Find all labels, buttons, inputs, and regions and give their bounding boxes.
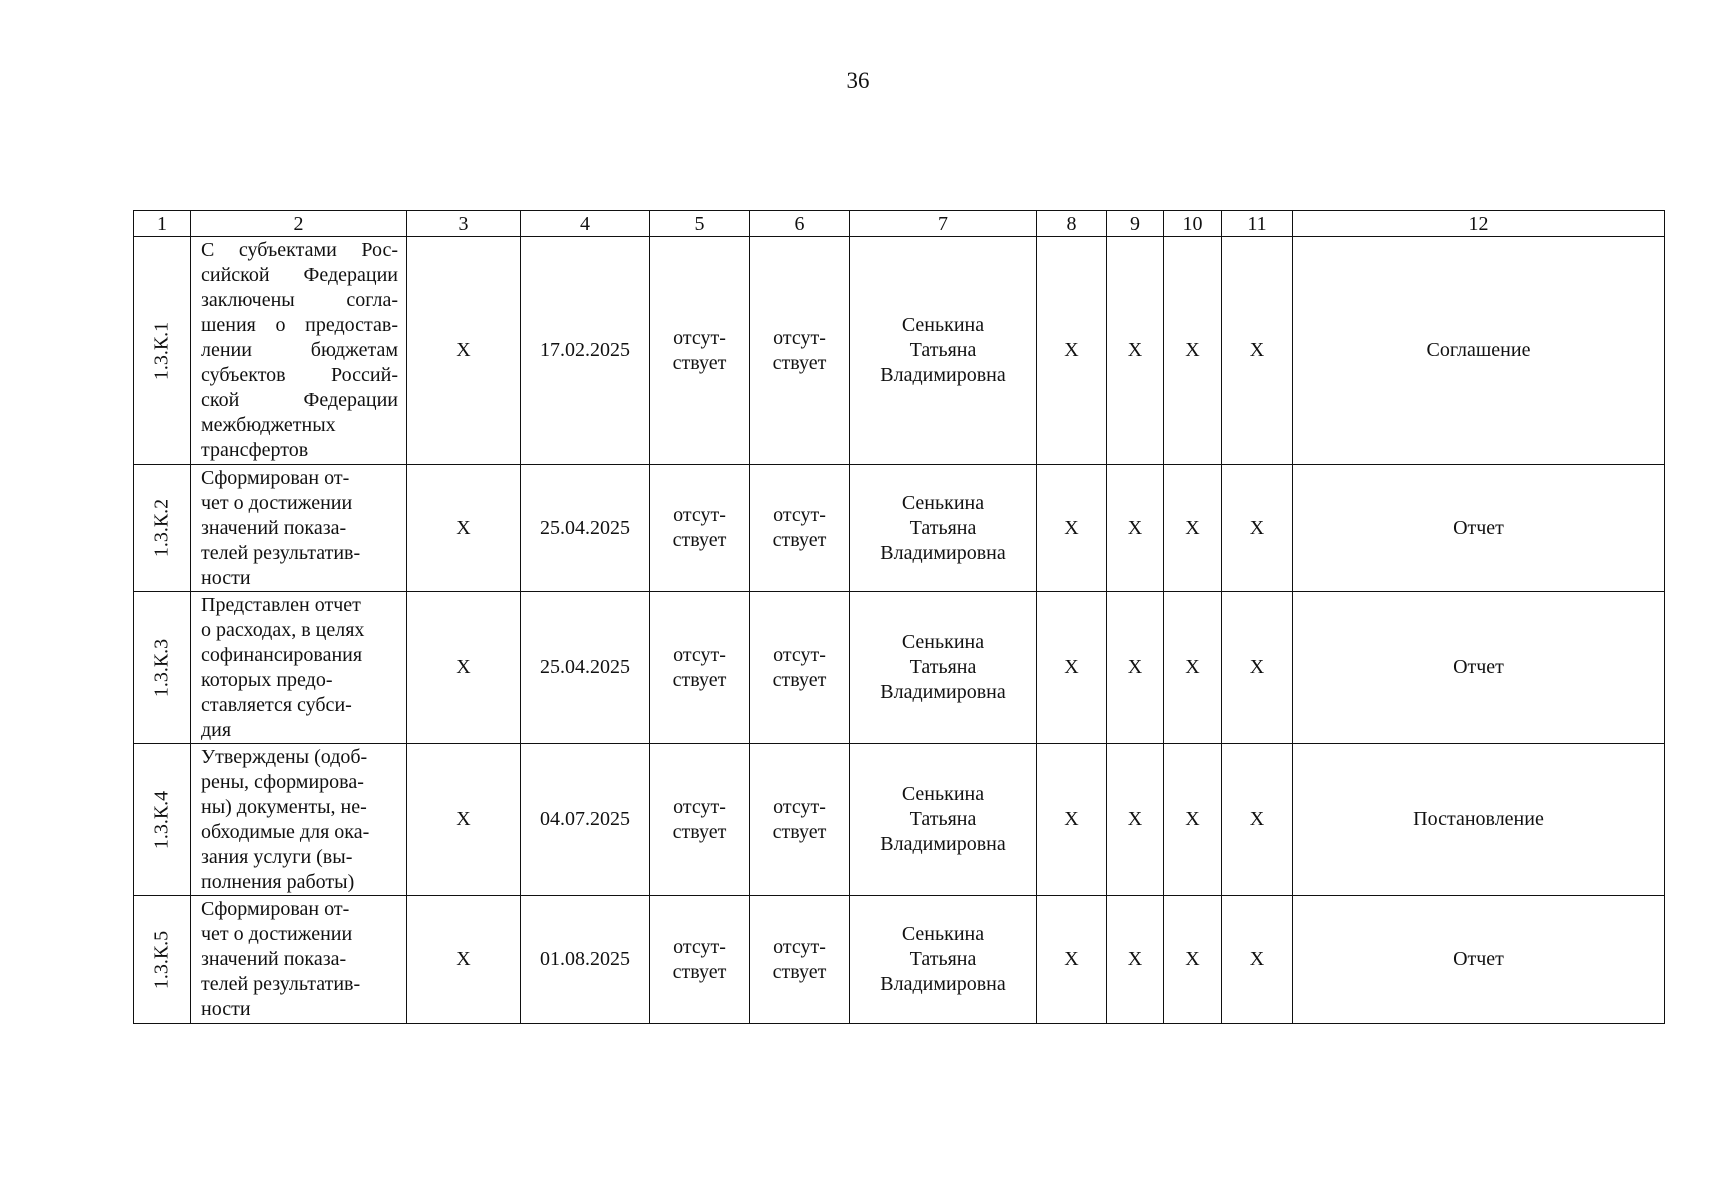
row-col10: Х [1164, 592, 1222, 744]
row-col5-line: ствует [672, 820, 727, 843]
table-row [134, 592, 1665, 744]
row-code: 1.3.К.1 [150, 321, 173, 380]
row-name-line: которых предо- [201, 668, 333, 691]
row-doc-type: Постановление [1293, 744, 1665, 896]
row-col5-line: ствует [672, 351, 727, 374]
row-name-line: рены, сформирова- [201, 770, 364, 793]
row-code-cell [134, 592, 191, 744]
row-code: 1.3.К.2 [150, 498, 173, 558]
row-responsible-line: Татьяна [909, 656, 977, 678]
header-cell: 3 [407, 211, 521, 237]
row-col10: Х [1164, 237, 1222, 465]
row-col9: Х [1107, 465, 1164, 592]
row-col11: Х [1222, 896, 1293, 1024]
row-doc-type: Соглашение [1293, 237, 1665, 465]
row-col6-line: ствует [772, 351, 827, 374]
row-name-line: С субъектами Рос- [201, 239, 398, 261]
plan-table [133, 210, 1665, 1024]
row-responsible-line: Владимировна [880, 681, 1006, 703]
row-name-cell [191, 237, 407, 465]
row-col6-line: ствует [772, 820, 827, 843]
row-name-line: чет о достижении [201, 923, 353, 945]
row-col5-line: отсут- [673, 935, 726, 958]
row-col6 [750, 896, 850, 1024]
row-col3: Х [407, 744, 521, 896]
row-col5 [650, 744, 750, 896]
row-name-cell [191, 896, 407, 1024]
header-cell: 5 [650, 211, 750, 237]
row-col10: Х [1164, 465, 1222, 592]
row-col5-line: отсут- [673, 643, 726, 666]
row-responsible-line: Сенькина [901, 491, 985, 514]
row-col3: Х [407, 896, 521, 1024]
row-name-line: Сформирован от- [201, 898, 350, 920]
row-col3: Х [407, 592, 521, 744]
row-name-cell [191, 744, 407, 896]
row-name-line: о расходах, в целях [201, 618, 365, 641]
row-name-line: ности [201, 998, 251, 1020]
row-code-cell [134, 744, 191, 896]
row-name-cell [191, 592, 407, 744]
row-col5-line: отсут- [673, 326, 726, 349]
row-name-line: Сформирован от- [201, 466, 350, 489]
row-col11: Х [1222, 465, 1293, 592]
row-responsible-line: Владимировна [880, 973, 1006, 995]
table-row [134, 744, 1665, 896]
row-col6-line: ствует [772, 668, 827, 691]
table-row [134, 896, 1665, 1024]
row-doc-type: Отчет [1293, 896, 1665, 1024]
row-name-line: лении бюджетам [201, 339, 398, 361]
header-cell: 1 [134, 211, 191, 237]
row-col5-line: ствует [672, 668, 727, 691]
row-name-line: телей результатив- [201, 973, 361, 995]
row-col9: Х [1107, 237, 1164, 465]
row-col11: Х [1222, 237, 1293, 465]
row-name-line: субъектов Россий- [201, 364, 398, 386]
row-col6-line: отсут- [773, 795, 826, 818]
row-name-line: полнения работы) [201, 870, 355, 893]
header-cell: 2 [191, 211, 407, 237]
header-cell: 4 [521, 211, 650, 237]
row-col6-line: ствует [772, 960, 827, 983]
row-col9: Х [1107, 592, 1164, 744]
row-col5 [650, 896, 750, 1024]
row-responsible-line: Владимировна [880, 364, 1006, 386]
row-date: 25.04.2025 [521, 592, 650, 744]
row-col6 [750, 237, 850, 465]
row-date: 25.04.2025 [521, 465, 650, 592]
header-cell: 10 [1164, 211, 1222, 237]
row-code: 1.3.К.3 [150, 638, 173, 697]
header-row [134, 211, 1665, 237]
row-name-line: межбюджетных [201, 414, 336, 436]
row-name-cell [191, 465, 407, 592]
row-name-line: сийской Федерации [201, 264, 398, 286]
row-col11: Х [1222, 592, 1293, 744]
row-doc-type: Отчет [1293, 592, 1665, 744]
row-col8: Х [1037, 592, 1107, 744]
header-cell: 9 [1107, 211, 1164, 237]
row-col11: Х [1222, 744, 1293, 896]
row-code-cell [134, 237, 191, 465]
table-row [134, 237, 1665, 465]
page-number: 36 [846, 68, 870, 93]
row-name-line: дия [201, 718, 232, 741]
row-col9: Х [1107, 896, 1164, 1024]
row-col6 [750, 465, 850, 592]
row-name-line: шения о предостав- [201, 314, 398, 336]
row-responsible [850, 744, 1037, 896]
row-col8: Х [1037, 465, 1107, 592]
row-col8: Х [1037, 744, 1107, 896]
row-col5 [650, 465, 750, 592]
row-name-line: ской Федерации [201, 389, 398, 411]
row-responsible-line: Владимировна [880, 833, 1006, 855]
row-name-line: софинансирования [201, 643, 363, 666]
row-responsible-line: Татьяна [909, 808, 977, 830]
row-name-line: обходимые для ока- [201, 820, 370, 843]
row-col6 [750, 744, 850, 896]
row-col6-line: отсут- [773, 326, 826, 349]
row-name-line: трансфертов [201, 439, 309, 461]
row-doc-type: Отчет [1293, 465, 1665, 592]
header-cell: 8 [1037, 211, 1107, 237]
row-responsible-line: Татьяна [909, 339, 977, 361]
row-col5-line: отсут- [673, 795, 726, 818]
header-cell: 12 [1293, 211, 1665, 237]
row-col5-line: ствует [672, 960, 727, 983]
row-responsible [850, 237, 1037, 465]
table-row [134, 465, 1665, 592]
row-responsible-line: Сенькина [901, 783, 985, 805]
row-name-line: телей результатив- [201, 541, 361, 564]
row-col5-line: ствует [672, 529, 727, 551]
row-col10: Х [1164, 896, 1222, 1024]
row-code-cell [134, 896, 191, 1024]
row-responsible-line: Сенькина [901, 314, 985, 336]
row-name-line: заключены согла- [201, 289, 398, 311]
row-date: 17.02.2025 [521, 237, 650, 465]
header-cell: 7 [850, 211, 1037, 237]
row-responsible-line: Татьяна [909, 516, 977, 539]
row-col3: Х [407, 465, 521, 592]
row-col6-line: ствует [772, 529, 827, 551]
row-code-cell [134, 465, 191, 592]
row-col9: Х [1107, 744, 1164, 896]
row-name-line: зания услуги (вы- [201, 845, 353, 868]
row-responsible-line: Сенькина [901, 923, 985, 945]
row-name-line: ности [201, 566, 251, 589]
row-responsible-line: Владимировна [880, 541, 1006, 564]
row-name-line: значений показа- [201, 516, 347, 539]
row-col8: Х [1037, 237, 1107, 465]
header-cell: 6 [750, 211, 850, 237]
row-code: 1.3.К.4 [150, 790, 173, 849]
row-name-line: значений показа- [201, 948, 347, 970]
row-col6-line: отсут- [773, 935, 826, 958]
row-name-line: Представлен отчет [201, 593, 361, 616]
row-col5 [650, 592, 750, 744]
row-name-line: Утверждены (одоб- [201, 745, 368, 768]
row-responsible [850, 465, 1037, 592]
row-date: 01.08.2025 [521, 896, 650, 1024]
row-col6 [750, 592, 850, 744]
header-cell: 11 [1222, 211, 1293, 237]
row-col5-line: отсут- [673, 504, 726, 526]
row-responsible-line: Сенькина [901, 631, 985, 653]
row-name-line: чет о достижении [201, 491, 353, 514]
row-responsible-line: Татьяна [909, 948, 977, 970]
row-col5 [650, 237, 750, 465]
row-col6-line: отсут- [773, 504, 826, 526]
row-col8: Х [1037, 896, 1107, 1024]
row-responsible [850, 592, 1037, 744]
row-name-line: ставляется субси- [201, 693, 352, 716]
row-col3: Х [407, 237, 521, 465]
row-col6-line: отсут- [773, 643, 826, 666]
row-date: 04.07.2025 [521, 744, 650, 896]
row-name-line: ны) документы, не- [201, 795, 367, 818]
row-col10: Х [1164, 744, 1222, 896]
row-code: 1.3.К.5 [150, 930, 173, 989]
row-responsible [850, 896, 1037, 1024]
